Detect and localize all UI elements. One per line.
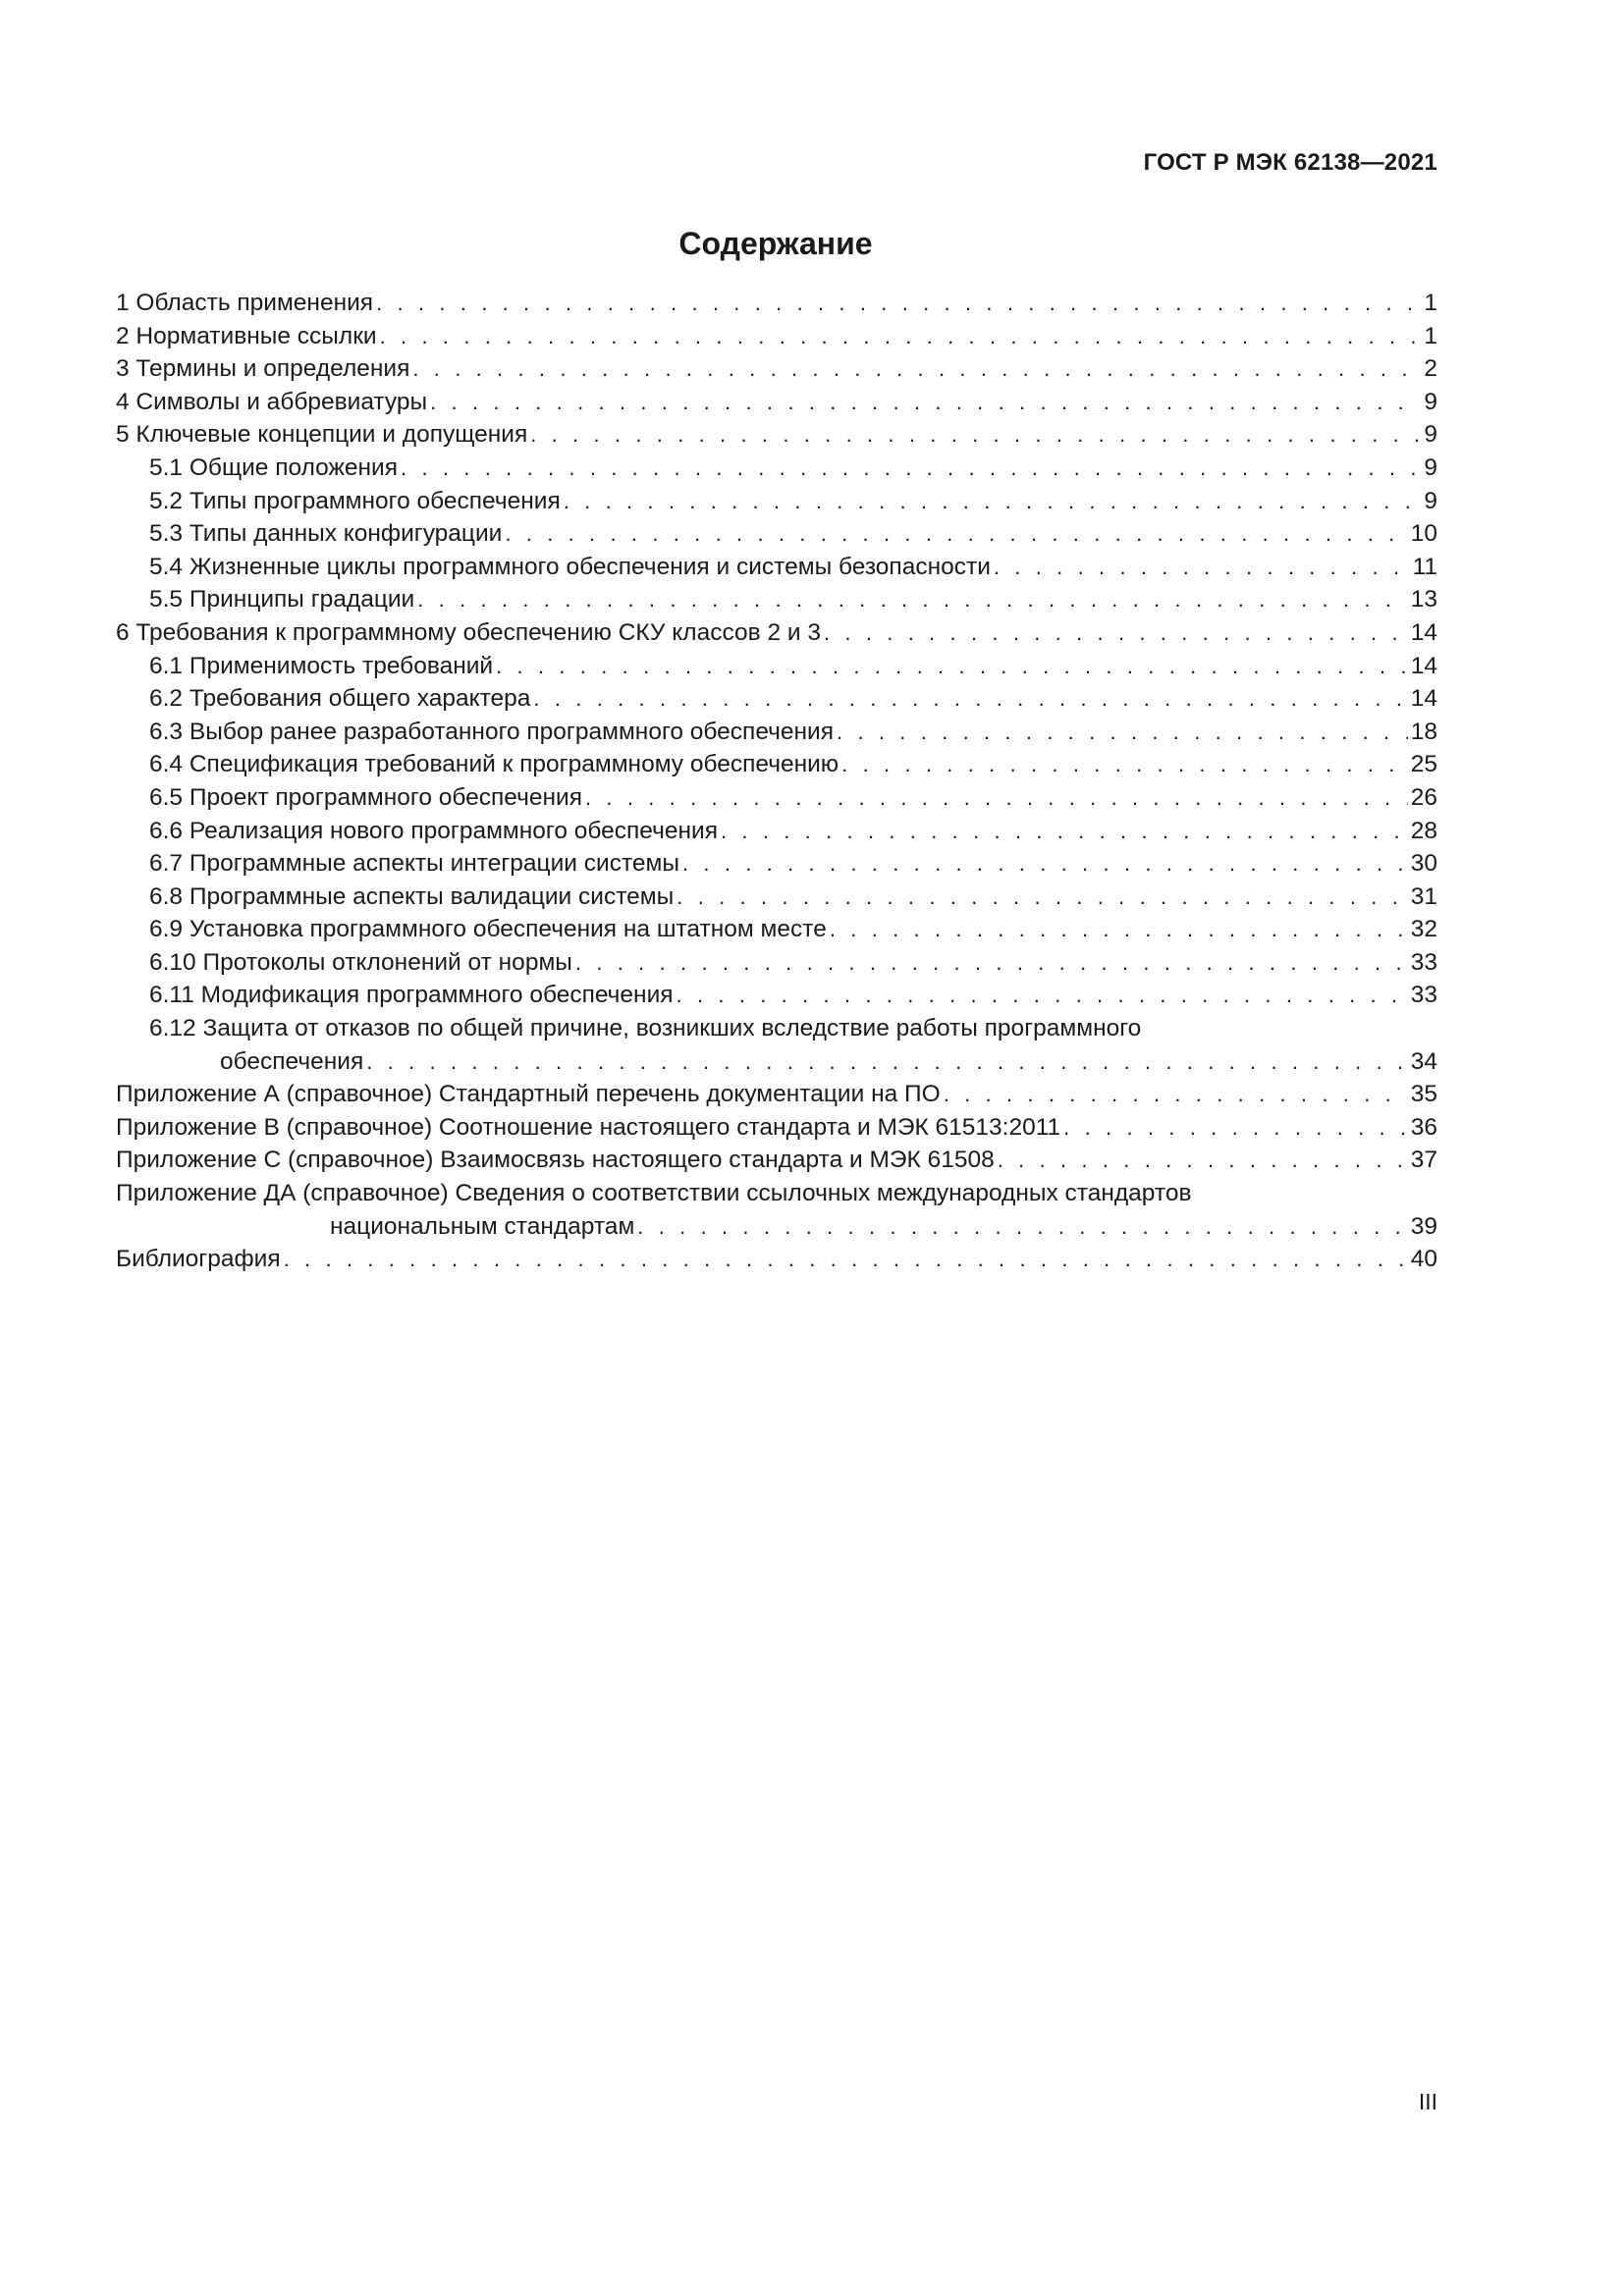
toc-leader-dots: [412, 352, 1421, 386]
toc-entry-page: 30: [1410, 850, 1437, 878]
toc-entry-text: 5.2 Типы программного обеспечения: [149, 487, 561, 514]
toc-entry-page: 14: [1410, 685, 1437, 713]
toc-entry[interactable]: [116, 650, 1437, 683]
toc-entry[interactable]: [116, 1078, 1437, 1111]
toc-entry-page: 11: [1412, 553, 1437, 580]
toc-entry-text: 3 Термины и определения: [116, 355, 410, 383]
toc-entry-text: 6.5 Проект программного обеспечения: [149, 783, 582, 811]
toc-leader-dots: [380, 320, 1422, 353]
toc-entry-page: 2: [1424, 355, 1437, 383]
toc-leader-dots: [401, 452, 1421, 485]
toc-entry-page: 14: [1410, 652, 1437, 679]
toc-entry[interactable]: [116, 616, 1437, 650]
toc-entry[interactable]: [116, 716, 1437, 749]
toc-entry[interactable]: [116, 583, 1437, 616]
toc-entry[interactable]: [116, 418, 1437, 452]
toc-entry[interactable]: [116, 1243, 1437, 1276]
toc-entry-text: 6.12 Защита от отказов по общей причине, возникших вследствие работы программного: [149, 1015, 1142, 1042]
toc-entry-text: Приложение А (справочное) Стандартный перечень документации на ПО: [116, 1081, 941, 1108]
toc-entry-page: 33: [1410, 948, 1437, 976]
toc-entry-page: 36: [1410, 1113, 1437, 1141]
toc-entry-text-continued: национальным стандартам: [330, 1212, 635, 1240]
toc-entry-text: 6.9 Установка программного обеспечения на штатном месте: [149, 916, 827, 943]
toc-leader-dots: [417, 583, 1408, 616]
toc-entry-text: 6.10 Протоколы отклонений от нормы: [149, 948, 572, 976]
toc-entry-page: 1: [1424, 322, 1437, 349]
toc-title: Содержание: [678, 226, 873, 261]
toc-entry[interactable]: [116, 485, 1437, 518]
toc-entry-text: 5 Ключевые концепции и допущения: [116, 421, 528, 449]
toc-entry[interactable]: [116, 682, 1437, 716]
toc-entry-page: 9: [1424, 454, 1437, 481]
toc-entry-page: 39: [1410, 1212, 1437, 1240]
toc-leader-dots: [677, 881, 1407, 914]
toc-entry-page: 40: [1410, 1246, 1437, 1273]
toc-entry-text: 1 Область применения: [116, 290, 374, 316]
toc-leader-dots: [505, 517, 1407, 551]
toc-leader-dots: [837, 716, 1408, 749]
toc-leader-dots: [496, 650, 1408, 683]
toc-leader-dots: [841, 748, 1408, 781]
toc-entry-text: 6.6 Реализация нового программного обеспечения: [149, 817, 718, 844]
toc-leader-dots: [824, 616, 1408, 650]
toc-entry-page: 13: [1410, 586, 1437, 614]
toc-entry-text: 5.1 Общие положения: [149, 454, 399, 481]
toc-entry-text: Приложение В (справочное) Соотношение настоящего стандарта и МЭК 61513:2011: [116, 1113, 1061, 1141]
toc-entry-text: 6.1 Применимость требований: [149, 652, 494, 679]
toc-entry[interactable]: [116, 352, 1437, 386]
toc-leader-dots: [637, 1210, 1407, 1244]
toc-entry-page: 18: [1410, 718, 1437, 745]
toc-leader-dots: [677, 979, 1408, 1012]
toc-entry-page: 9: [1424, 487, 1437, 514]
toc-entry[interactable]: [116, 913, 1437, 946]
toc-entry[interactable]: [116, 287, 1437, 320]
toc-entry-page: 33: [1410, 982, 1437, 1009]
toc-entry[interactable]: [116, 881, 1437, 914]
toc-entry[interactable]: [116, 551, 1437, 584]
toc-entry[interactable]: [116, 946, 1437, 980]
toc-leader-dots: [585, 781, 1408, 815]
toc-entry-page: 14: [1410, 618, 1437, 646]
toc-leader-dots: [944, 1078, 1408, 1111]
toc-leader-dots: [994, 551, 1410, 584]
toc-entry-text: 6.7 Программные аспекты интеграции системы: [149, 850, 679, 878]
toc-leader-dots: [1063, 1111, 1408, 1145]
toc-entry-text: 5.3 Типы данных конфигурации: [149, 520, 503, 548]
toc-leader-dots: [366, 1045, 1408, 1079]
toc-entry[interactable]: [116, 847, 1437, 881]
toc-entry-page: 25: [1410, 751, 1437, 778]
toc-entry-page: 9: [1424, 421, 1437, 449]
toc-entry-text: 5.4 Жизненные циклы программного обеспечения и системы безопасности: [149, 553, 991, 580]
document-code: ГОСТ Р МЭК 62138—2021: [1143, 149, 1437, 176]
toc-leader-dots: [530, 418, 1421, 452]
toc-entry[interactable]: [116, 1177, 1437, 1243]
toc-entry-page: 31: [1410, 882, 1437, 910]
toc-leader-dots: [564, 485, 1422, 518]
toc-entry-text: 6.3 Выбор ранее разработанного программного обеспечения: [149, 718, 835, 745]
toc-entry-text: 6.4 Спецификация требований к программному обеспечению: [149, 751, 839, 778]
toc-entry-text: Приложение ДА (справочное) Сведения о соответствии ссылочных международных стандартов: [116, 1180, 1192, 1207]
toc-entry[interactable]: [116, 386, 1437, 419]
toc-entry-text: 5.5 Принципы градации: [149, 586, 415, 614]
toc-entry-page: 1: [1424, 290, 1437, 316]
toc-entry-page: 26: [1410, 783, 1437, 811]
page-number: III: [1418, 2089, 1437, 2114]
toc-entry[interactable]: [116, 815, 1437, 848]
toc-entry[interactable]: [116, 517, 1437, 551]
toc-entry-page: 28: [1410, 817, 1437, 844]
toc-entry-page: 9: [1424, 388, 1437, 415]
toc-leader-dots: [682, 847, 1408, 881]
toc-leader-dots: [575, 946, 1408, 980]
toc-entry-page: 32: [1410, 916, 1437, 943]
toc-entry[interactable]: [116, 1144, 1437, 1177]
toc-entry[interactable]: [116, 452, 1437, 485]
toc-entry[interactable]: [116, 320, 1437, 353]
toc-entry-text: 6.2 Требования общего характера: [149, 685, 531, 713]
toc-entry-text-continued: обеспечения: [220, 1047, 364, 1075]
toc-entry-text: 6 Требования к программному обеспечению СКУ классов 2 и 3: [116, 618, 821, 646]
toc-entry-page: 10: [1410, 520, 1437, 548]
toc-entry-page: 34: [1410, 1047, 1437, 1075]
toc-leader-dots: [430, 386, 1421, 419]
toc-entry[interactable]: [116, 979, 1437, 1012]
toc-entry-text: 6.8 Программные аспекты валидации системы: [149, 882, 675, 910]
toc-entry-text: 6.11 Модификация программного обеспечения: [149, 982, 674, 1009]
toc-entry-page: 35: [1410, 1081, 1437, 1108]
toc-entry[interactable]: [116, 1012, 1437, 1078]
toc-entry-text: 2 Нормативные ссылки: [116, 322, 377, 349]
toc-entry[interactable]: [116, 1111, 1437, 1145]
toc-leader-dots: [376, 287, 1421, 320]
toc-entry[interactable]: [116, 781, 1437, 815]
toc-entry-text: 4 Символы и аббревиатуры: [116, 388, 428, 415]
toc-leader-dots: [830, 913, 1408, 946]
toc-leader-dots: [284, 1243, 1408, 1276]
toc-leader-dots: [721, 815, 1408, 848]
toc-entry-text: Библиография: [116, 1246, 281, 1273]
table-of-contents: [116, 287, 1437, 1276]
toc-entry-page: 37: [1410, 1147, 1437, 1174]
toc-entry[interactable]: [116, 748, 1437, 781]
toc-leader-dots: [533, 682, 1407, 716]
toc-entry-text: Приложение С (справочное) Взаимосвязь настоящего стандарта и МЭК 61508: [116, 1147, 995, 1174]
toc-leader-dots: [998, 1144, 1408, 1177]
